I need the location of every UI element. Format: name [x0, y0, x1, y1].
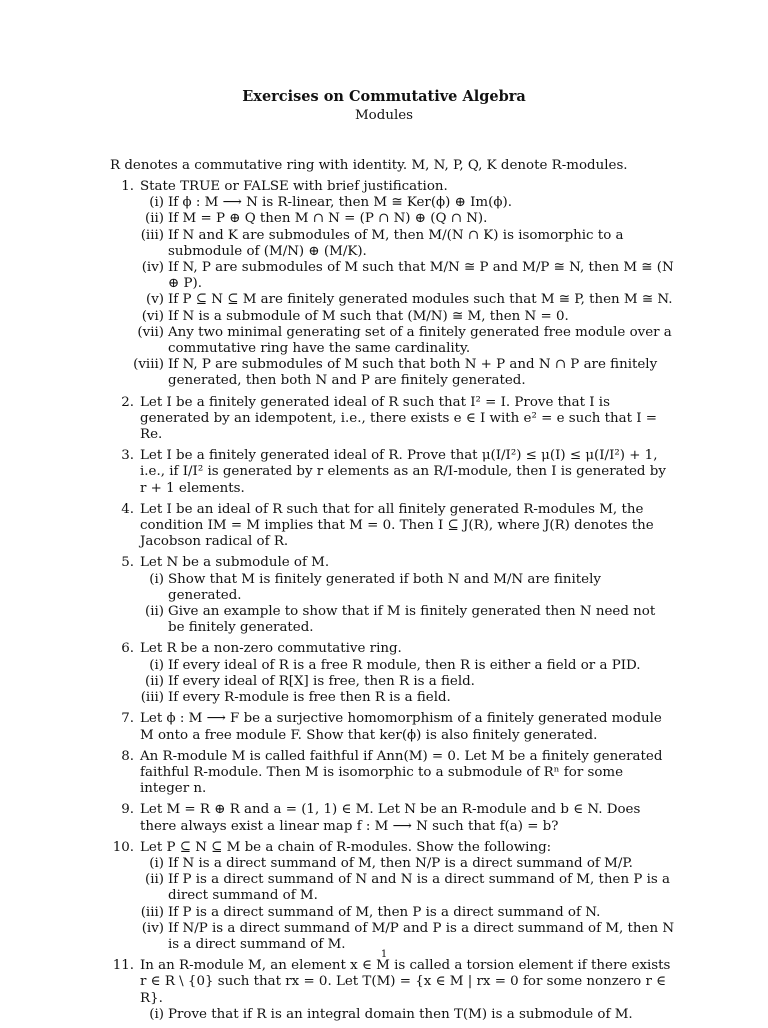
problem-text: State TRUE or FALSE with brief justification.	[140, 179, 448, 194]
problem-number: 2.	[121, 394, 134, 410]
problem-number: 5.	[121, 555, 134, 571]
title-block	[0, 88, 768, 124]
subproblem-text: If every ideal of R is a free R module, then R is either a field or a PID.	[168, 657, 641, 673]
document-title: Exercises on Commutative Algebra	[242, 88, 526, 105]
problem-text: An R-module M is called faithful if Ann(M) = 0. Let M be a finitely generated faithful R-module. Then M is isomorphic to a submodule of Rⁿ for some integer n.	[140, 748, 663, 797]
problem-number: 11.	[112, 958, 134, 974]
subproblem-item	[140, 211, 675, 227]
problem-text: Let R be a non-zero commutative ring.	[140, 641, 402, 657]
problem-item	[110, 179, 675, 390]
subproblem-text: If P is a direct summand of N and N is a direct summand of M, then P is a direct summand of M.	[168, 872, 670, 904]
subproblem-item	[137, 324, 675, 357]
problem-item	[110, 711, 675, 743]
subproblem-number: (viii)	[133, 357, 164, 373]
subproblem-number: (iv)	[141, 920, 164, 936]
subproblem-number: (v)	[145, 292, 164, 308]
problem-text: In an R-module M, an element x ∈ M is called a torsion element if there exists r ∈ R \ {0} such that rx = 0. Let T(M) = {x ∈ M | rx = 0 for some nonzero r ∈ R}.	[140, 958, 671, 1006]
subproblem-item	[133, 357, 675, 389]
subproblem-number: (ii)	[144, 673, 164, 689]
problem-item	[110, 502, 675, 551]
problem-text: Let N be a submodule of M.	[140, 555, 330, 571]
problem-number: 6.	[121, 641, 134, 657]
subproblem-list	[140, 658, 675, 707]
problem-text: Let I be a finitely generated ideal of R such that I² = I. Prove that I is generated by an idempotent, i.e., there exists e ∈ I with e² = e such that I = Re.	[140, 394, 658, 443]
page-number: 1	[380, 949, 388, 960]
problem-number: 1.	[121, 179, 134, 194]
subproblem-number: (i)	[149, 1006, 164, 1022]
problem-text: Let I be a finitely generated ideal of R. Prove that μ(I/I²) ≤ μ(I) ≤ μ(I/I²) + 1, i.e., if I/I² is generated by r elements as an R/I-module, then I is generated by r + 1 elements.	[140, 448, 666, 496]
subproblem-number: (i)	[149, 855, 164, 871]
subproblem-text: Prove that if R is an integral domain then T(M) is a submodule of M.	[168, 1006, 633, 1022]
subproblem-item	[140, 872, 675, 904]
subproblem-number: (i)	[149, 195, 164, 211]
problem-item	[110, 958, 675, 1023]
subproblem-text: If every ideal of R[X] is free, then R is a field.	[168, 673, 475, 689]
subproblem-text: Give an example to show that if M is finitely generated then N need not be finitely generated.	[168, 604, 656, 636]
subproblem-item	[140, 674, 675, 690]
subproblem-text: Show that M is finitely generated if both N and M/N are finitely generated.	[168, 571, 601, 603]
subproblem-text: If N, P are submodules of M such that both N + P and N ∩ P are finitely generated, then both N and P are finitely generated.	[168, 357, 658, 389]
subproblem-number: (i)	[149, 571, 164, 587]
subproblem-number: (ii)	[144, 604, 164, 620]
subproblem-number: (iv)	[141, 260, 164, 276]
document-subtitle: Modules	[354, 108, 414, 123]
subproblem-item	[140, 658, 675, 674]
subproblem-text: If M = P ⊕ Q then M ∩ N = (P ∩ N) ⊕ (Q ∩ N).	[168, 211, 488, 227]
problem-number: 3.	[121, 448, 134, 464]
subproblem-item	[140, 604, 675, 636]
subproblem-item	[140, 572, 675, 604]
problem-item	[110, 641, 675, 706]
problem-number: 8.	[121, 748, 134, 764]
problem-item	[110, 448, 675, 497]
problem-item	[110, 802, 675, 834]
problem-text: Let M = R ⊕ R and a = (1, 1) ∈ M. Let N be an R-module and b ∈ N. Does there always exist a linear map f : M ⟶ N such that f(a) = b?	[140, 802, 641, 834]
subproblem-number: (ii)	[144, 872, 164, 888]
subproblem-text: Any two minimal generating set of a finitely generated free module over a commutative ring have the same cardinality.	[168, 324, 672, 357]
problem-number: 7.	[121, 711, 134, 727]
problem-item	[110, 395, 675, 444]
problem-number: 9.	[121, 802, 134, 818]
problem-item	[110, 749, 675, 798]
subproblem-item	[140, 690, 675, 706]
problem-item	[110, 555, 675, 636]
subproblem-item	[140, 309, 675, 325]
subproblem-list	[140, 572, 675, 637]
subproblem-text: If P ⊆ N ⊆ M are finitely generated modules such that M ≅ P, then M ≅ N.	[168, 292, 673, 308]
subproblem-number: (ii)	[144, 211, 164, 227]
subproblem-text: If N and K are submodules of M, then M/(N ∩ K) is isomorphic to a submodule of (M/N) ⊕ (M/K).	[168, 227, 624, 259]
subproblem-item	[140, 260, 675, 292]
subproblem-item	[140, 228, 675, 260]
subproblem-text: If N is a direct summand of M, then N/P is a direct summand of M/P.	[168, 855, 633, 871]
intro-text: R denotes a commutative ring with identity. M, N, P, Q, K denote R-modules.	[110, 158, 628, 173]
problem-number: 10.	[112, 839, 134, 855]
subproblem-item	[140, 1007, 675, 1023]
problem-text: Let P ⊆ N ⊆ M be a chain of R-modules. Show the following:	[140, 839, 552, 855]
subproblem-item	[140, 292, 675, 308]
subproblem-text: If N is a submodule of M such that (M/N) ≅ M, then N = 0.	[168, 308, 569, 324]
subproblem-item	[140, 856, 675, 872]
problem-text: Let ϕ : M ⟶ F be a surjective homomorphism of a finitely generated module M onto a free module F. Show that ker(ϕ) is also finitely generated.	[140, 711, 662, 743]
subproblem-number: (iii)	[140, 227, 164, 243]
subproblem-text: If ϕ : M ⟶ N is R-linear, then M ≅ Ker(ϕ) ⊕ Im(ϕ).	[168, 195, 512, 211]
subproblem-number: (i)	[149, 657, 164, 673]
subproblem-item	[140, 905, 675, 921]
subproblem-number: (vi)	[141, 308, 164, 324]
subproblem-text: If every R-module is free then R is a field.	[168, 690, 451, 706]
subproblem-number: (vii)	[137, 324, 164, 340]
subproblem-text: If N, P are submodules of M such that M/N ≅ P and M/P ≅ N, then M ≅ (N ⊕ P).	[168, 260, 674, 292]
subproblem-list	[133, 195, 675, 389]
subproblem-number: (iii)	[140, 690, 164, 706]
subproblem-text: If P is a direct summand of M, then P is a direct summand of N.	[168, 904, 601, 920]
problem-list	[110, 179, 675, 1028]
problem-item	[110, 840, 675, 953]
problem-number: 4.	[121, 501, 134, 517]
subproblem-item	[140, 195, 675, 211]
subproblem-text: If N/P is a direct summand of M/P and P is a direct summand of M, then N is a direct summand of M.	[168, 920, 675, 952]
subproblem-list	[140, 1007, 675, 1023]
problem-text: Let I be an ideal of R such that for all finitely generated R-modules M, the condition IM = M implies that M = 0. Then I ⊆ J(R), where J(R) denotes the Jacobson radical of R.	[140, 501, 654, 550]
subproblem-number: (iii)	[140, 904, 164, 920]
subproblem-list	[140, 856, 675, 953]
